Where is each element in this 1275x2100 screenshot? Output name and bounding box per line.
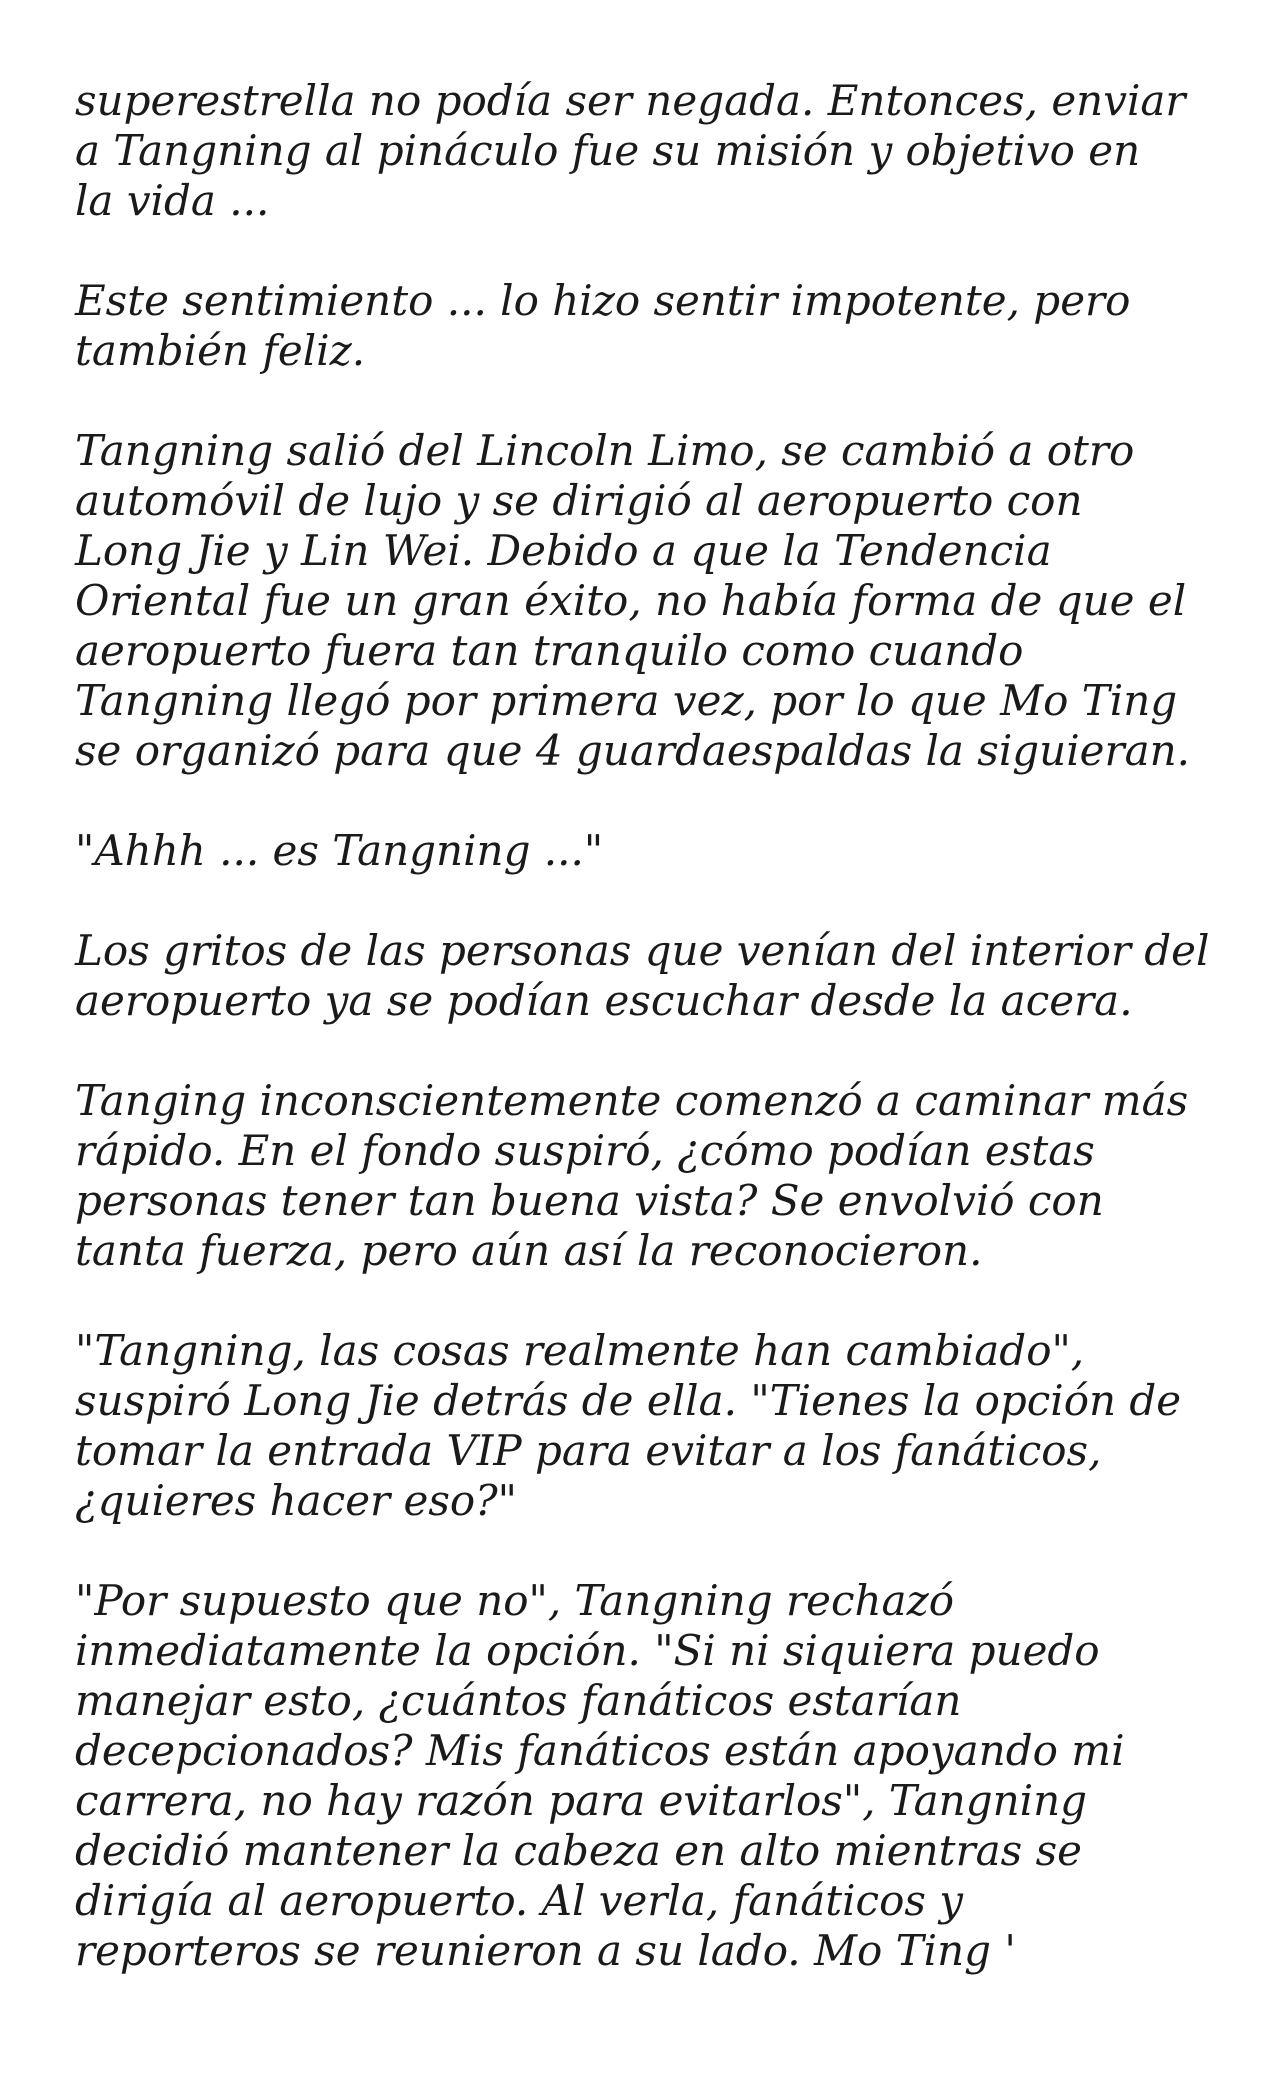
paragraph-7: "Tangning, las cosas realmente han cambiado", suspiró Long Jie detrás de ella. "Tienes la opción de tomar la entrada VIP para evitar a los fanáticos, ¿quieres hacer eso?": [75, 1326, 1182, 1525]
paragraph-4: "Ahhh ... es Tangning ...": [75, 826, 604, 875]
paragraph-8: "Por supuesto que no", Tangning rechazó inmediatamente la opción. "Si ni siquiera puedo manejar esto, ¿cuántos fanáticos estarían decepcionados? Mis fanáticos están apoyando mi carrera, no hay razón para evitarlos", Tangning decidió mantener la cabeza en alto mientras se dirigía al aeropuerto. Al verla, fanáticos y reporteros se reunieron a su lado. Mo Ting ': [75, 1576, 1125, 1975]
document-page: [75, 76, 1215, 2026]
paragraph-3: Tangning salió del Lincoln Limo, se cambió a otro automóvil de lujo y se dirigió al aeropuerto con Long Jie y Lin Wei. Debido a que la Tendencia Oriental fue un gran éxito, no había forma de que el aeropuerto fuera tan tranquilo como cuando Tangning llegó por primera vez, por lo que Mo Ting se organizó para que 4 guardaespaldas la siguieran.: [75, 426, 1191, 775]
paragraph-6: Tanging inconscientemente comenzó a caminar más rápido. En el fondo suspiró, ¿cómo podían estas personas tener tan buena vista? Se envolvió con tanta fuerza, pero aún así la reconocieron.: [75, 1076, 1189, 1275]
paragraph-1: superestrella no podía ser negada. Entonces, enviar a Tangning al pináculo fue su misión y objetivo en la vida ...: [75, 76, 1186, 225]
paragraph-2: Este sentimiento ... lo hizo sentir impotente, pero también feliz.: [75, 276, 1131, 375]
paragraph-5: Los gritos de las personas que venían del interior del aeropuerto ya se podían escuchar desde la acera.: [75, 926, 1210, 1025]
